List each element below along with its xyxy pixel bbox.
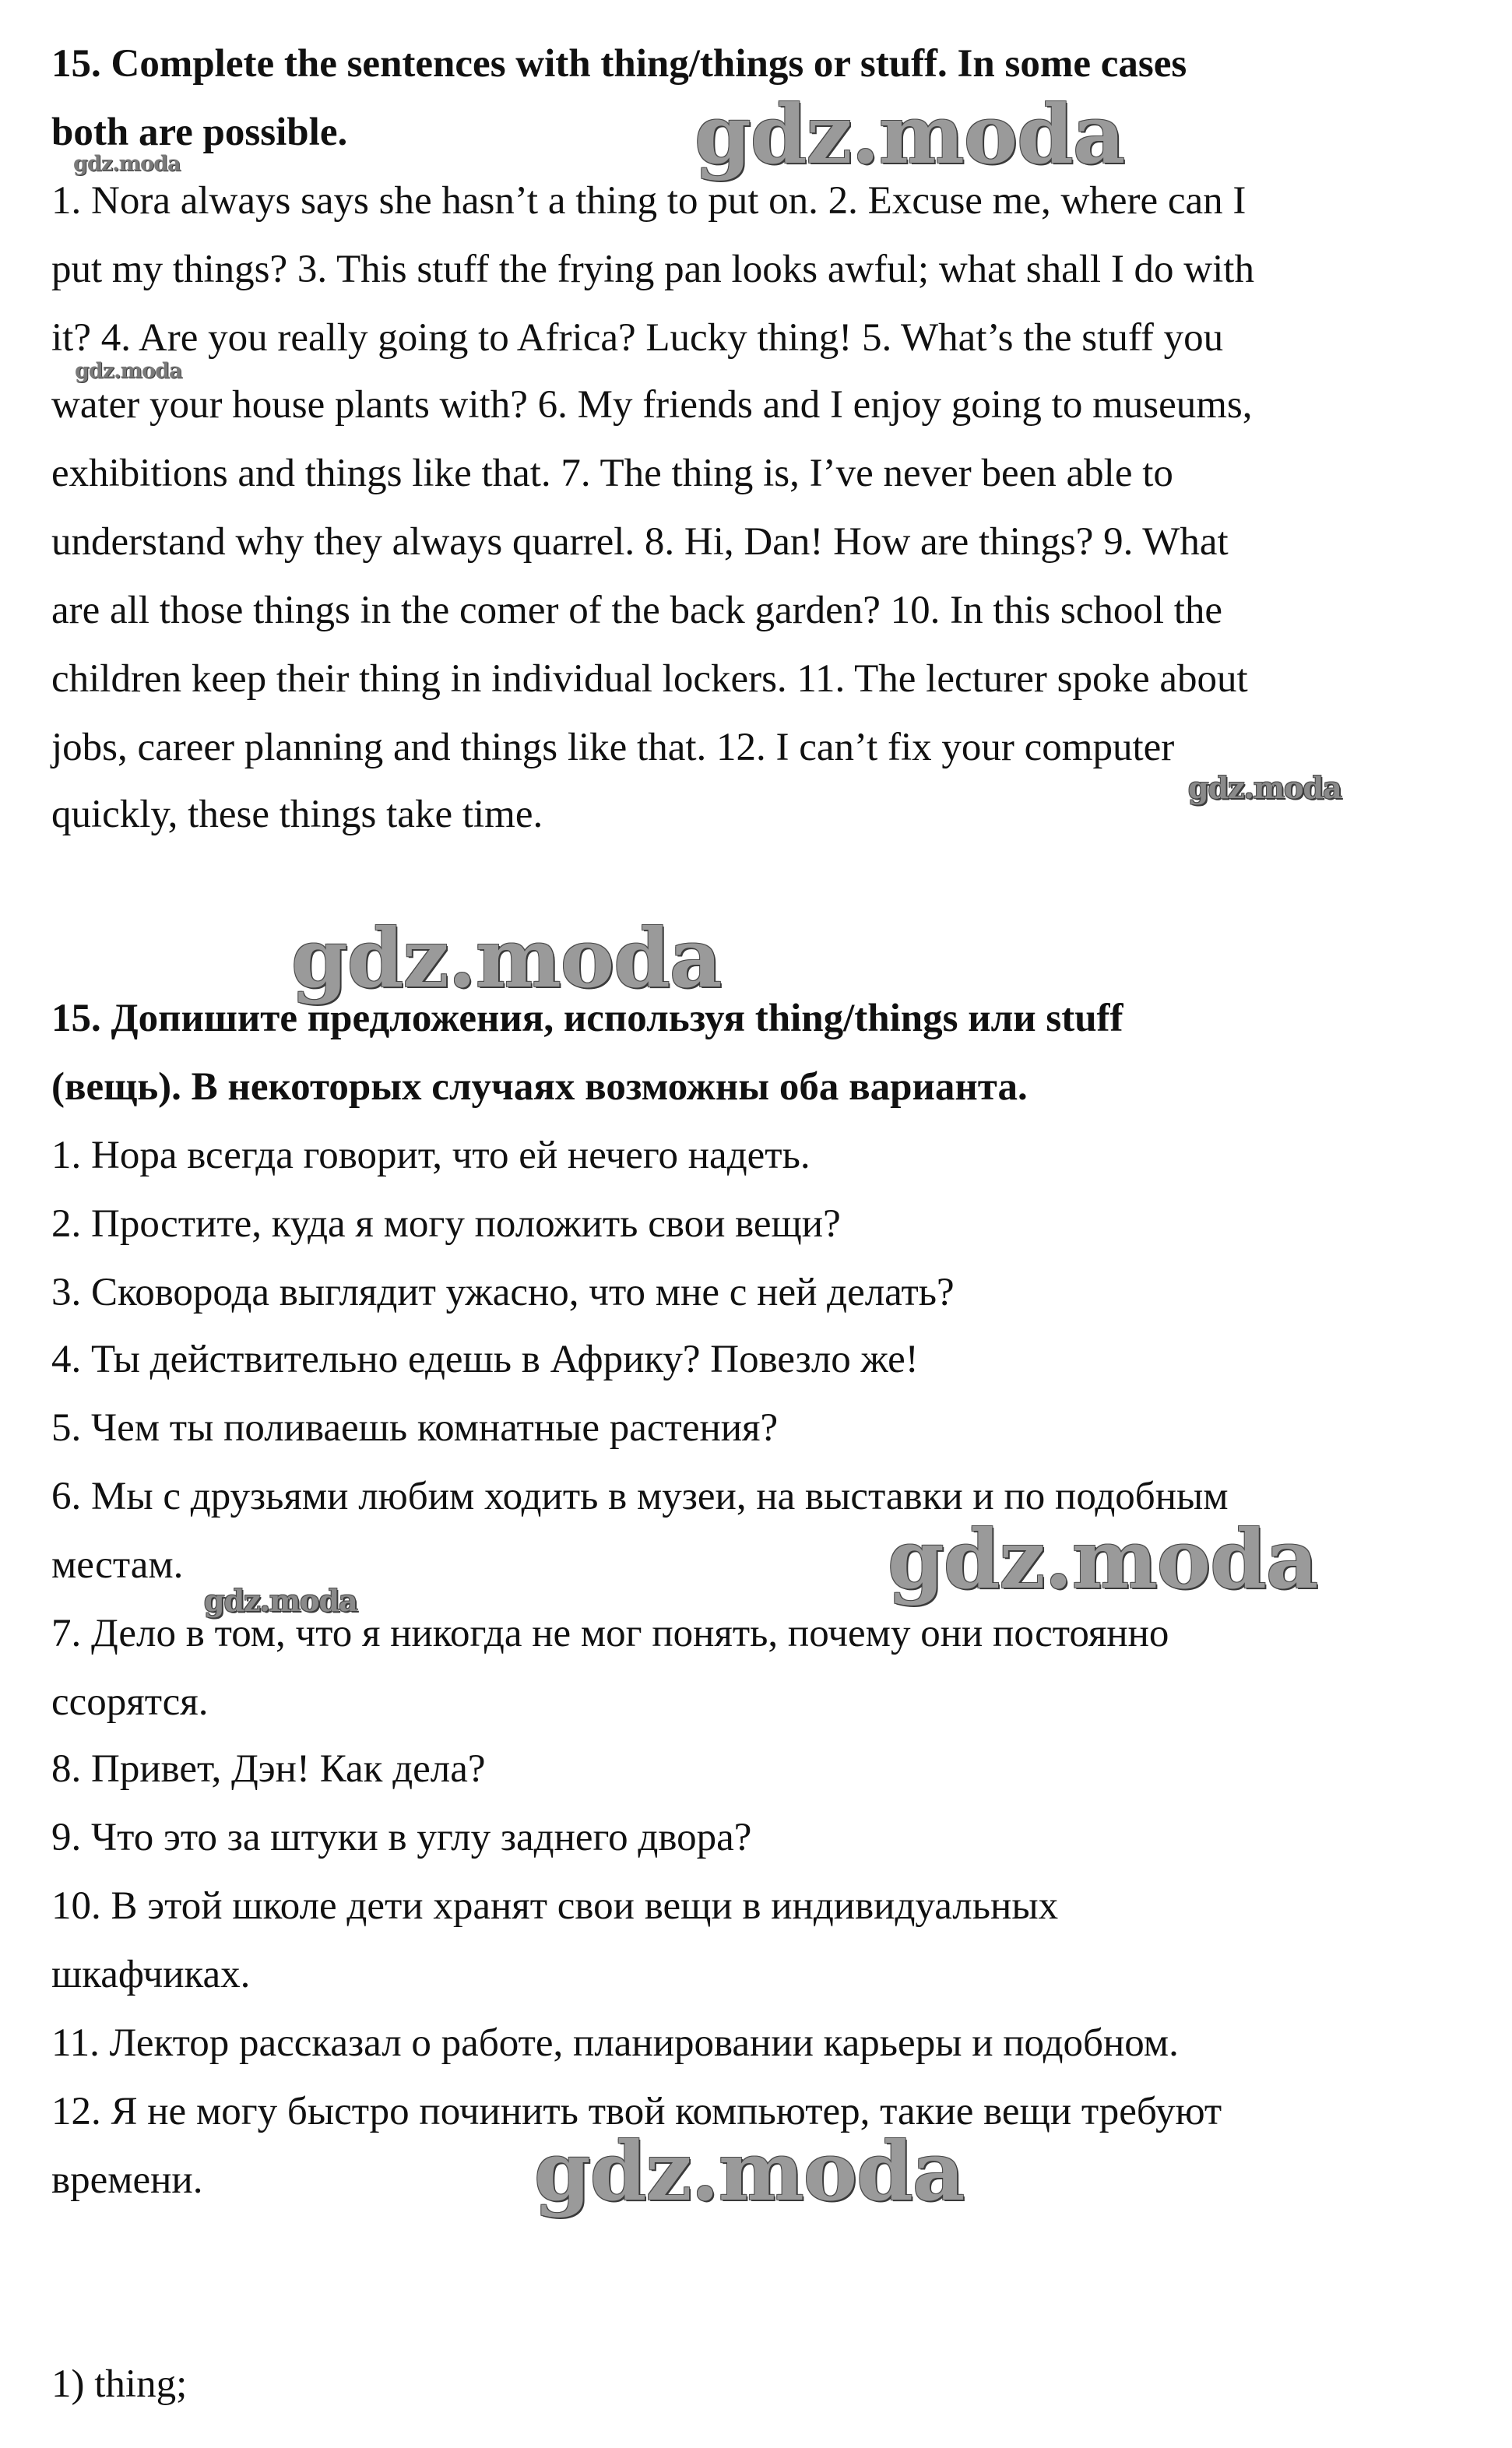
exercise-en-body-line: 1. Nora always says she hasn’t a thing to put on. 2. Excuse me, where can I	[51, 179, 1247, 223]
watermark: gdz.moda	[534, 2123, 965, 2219]
watermark: gdz.moda	[75, 359, 182, 383]
exercise-ru-body-line: 3. Сковорода выглядит ужасно, что мне с ней делать?	[51, 1271, 955, 1314]
exercise-ru-body-line: времени.	[51, 2158, 203, 2202]
exercise-en-body-line: children keep their thing in individual lockers. 11. The lecturer spoke about	[51, 657, 1248, 701]
exercise-ru-body-line: 6. Мы с друзьями любим ходить в музеи, на выставки и по подобным	[51, 1475, 1229, 1518]
exercise-ru-body-line: ссорятся.	[51, 1680, 209, 1724]
exercise-ru-body-line: местам.	[51, 1543, 184, 1587]
exercise-en-body-line: quickly, these things take time.	[51, 793, 543, 836]
exercise-en-title-line-2: both are possible.	[51, 111, 348, 154]
exercise-ru-body-line: шкафчиках.	[51, 1953, 251, 1996]
exercise-en-body-line: put my things? 3. This stuff the frying pan looks awful; what shall I do with	[51, 248, 1254, 291]
exercise-ru-body-line: 7. Дело в том, что я никогда не мог понять, почему они постоянно	[51, 1612, 1169, 1655]
exercise-en-body-line: jobs, career planning and things like that. 12. I can’t fix your computer	[51, 726, 1175, 769]
watermark: gdz.moda	[888, 1511, 1318, 1607]
watermark: gdz.moda	[694, 86, 1125, 182]
exercise-en-title-line-1: 15. Complete the sentences with thing/things or stuff. In some cases	[51, 42, 1187, 86]
watermark: gdz.moda	[1188, 770, 1341, 805]
exercise-en-body-line: understand why they always quarrel. 8. Hi, Dan! How are things? 9. What	[51, 520, 1229, 564]
exercise-en-body-line: water your house plants with? 6. My friends and I enjoy going to museums,	[51, 383, 1253, 427]
exercise-ru-body-line: 8. Привет, Дэн! Как дела?	[51, 1747, 486, 1791]
exercise-ru-body-line: 10. В этой школе дети хранят свои вещи в индивидуальных	[51, 1884, 1059, 1928]
exercise-ru-body-line: 5. Чем ты поливаешь комнатные растения?	[51, 1406, 779, 1450]
exercise-en-body-line: are all those things in the comer of the back garden? 10. In this school the	[51, 589, 1223, 632]
exercise-ru-body-line: 9. Что это за штуки в углу заднего двора?	[51, 1816, 752, 1859]
answer-1: 1) thing;	[51, 2362, 188, 2406]
watermark: gdz.moda	[291, 910, 722, 1006]
exercise-ru-body-line: 1. Нора всегда говорит, что ей нечего надеть.	[51, 1134, 811, 1177]
exercise-ru-body-line: 11. Лектор рассказал о работе, планировании карьеры и подобном.	[51, 2021, 1179, 2065]
exercise-ru-title-line-1: 15. Допишите предложения, используя thing/things или stuff	[51, 997, 1123, 1040]
exercise-en-body-line: exhibitions and things like that. 7. The thing is, I’ve never been able to	[51, 452, 1173, 495]
exercise-en-body-line: it? 4. Are you really going to Africa? Lucky thing! 5. What’s the stuff you	[51, 316, 1224, 360]
exercise-ru-body-line: 2. Простите, куда я могу положить свои вещи?	[51, 1202, 841, 1246]
exercise-ru-title-line-2: (вещь). В некоторых случаях возможны оба варианта.	[51, 1065, 1028, 1109]
watermark: gdz.moda	[73, 152, 181, 176]
exercise-ru-body-line: 4. Ты действительно едешь в Африку? Повезло же!	[51, 1338, 919, 1381]
exercise-ru-body-line: 12. Я не могу быстро починить твой компьютер, такие вещи требуют	[51, 2090, 1222, 2133]
watermark: gdz.moda	[204, 1583, 357, 1618]
